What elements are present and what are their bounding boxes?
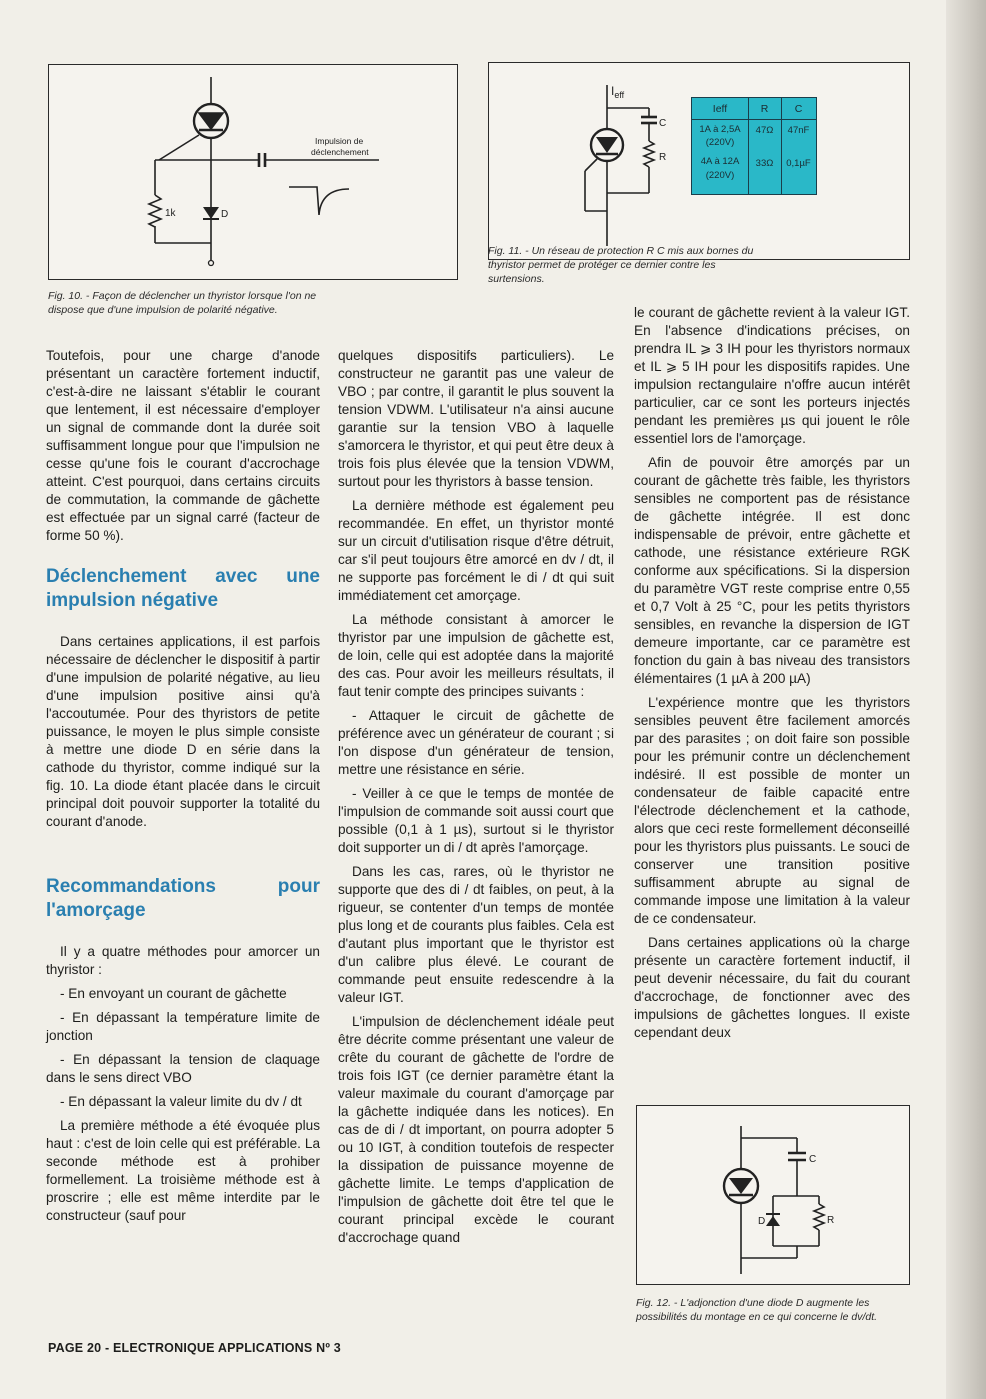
diode-D-symbol bbox=[203, 207, 219, 219]
table-header-c: C bbox=[794, 103, 803, 115]
figure-12-schematic bbox=[637, 1106, 909, 1284]
resistor-1k-label: 1k bbox=[165, 208, 176, 219]
figure-10-schematic bbox=[49, 65, 457, 279]
list-item: - Attaquer le circuit de gâchette de préférence avec un générateur de courant ; si l'on dispose d'un générateur de tension, mettre une résistance en série. bbox=[338, 708, 614, 777]
table-row2-c: 0,1µF bbox=[786, 158, 811, 169]
rc-values-table bbox=[691, 97, 817, 195]
figure-12 bbox=[636, 1105, 910, 1285]
paragraph: Dans les cas, rares, où le thyristor ne supporte que des di / dt faibles, on peut, à la rigueur, se contenter d'un temps de montée plus long et de courants plus faibles. Cela est d'autant plus important que le thyristor est d'un calibre plus élevé. Le courant de commande peut ensuite redescendre à la valeur IGT. bbox=[338, 864, 614, 1005]
table-row1-range: 1A à 2,5A bbox=[699, 124, 741, 135]
paragraph: La dernière méthode est également peu recommandée. En effet, un thyristor monté sur un circuit d'utilisation risque d'être détruit, car s'il peut toujours être amorcé en dv / dt, il ne supporte pas forcément le di / dt qui suit immédiatement cet amorçage. bbox=[338, 498, 614, 603]
page-edge bbox=[946, 0, 986, 1399]
paragraph: Il y a quatre méthodes pour amorcer un thyristor : bbox=[46, 944, 320, 977]
list-item: - En dépassant la température limite de jonction bbox=[46, 1010, 320, 1043]
paragraph: L'expérience montre que les thyristors sensibles peuvent être facilement amorcés par des parasites ; on doit faire son possible pour les prémunir contre un déclenchement indésiré. Il est possible de monter un condensateur de faible capacité entre l'électrode déclenchement et la cathode, alors que ceci reste formellement déconseillé pour les thyristors plus puissants. Le souci de conserver une transition positive suffisamment abrupte au signal de commande impose une limitation à la valeur de ce condensateur. bbox=[634, 695, 910, 926]
figure-10 bbox=[48, 64, 458, 280]
paragraph: Toutefois, pour une charge d'anode présentant un caractère fortement inductif, c'est-à-dire ne laissant s'établir le courant que lentement, il est nécessaire d'employer un signal de commande dont la durée soit suffisamment longue pour que l'impulsion ne cesse qu'une fois le courant d'accrochage atteint. C'est pourquoi, dans certains circuits de commutation, la commande de gâchette est effectuée par un signal carré (facteur de forme 50 %). bbox=[46, 348, 320, 543]
figure-10-caption: Fig. 10. - Façon de déclencher un thyristor lorsque l'on ne dispose que d'une impulsion de polarité négative. bbox=[48, 290, 317, 316]
table-row1-voltage: (220V) bbox=[705, 137, 735, 148]
list-item: - En envoyant un courant de gâchette bbox=[60, 986, 287, 1001]
column-2 bbox=[338, 347, 614, 1253]
list-item: - En dépassant la valeur limite du dv / dt bbox=[60, 1094, 302, 1109]
table-row2-range: 4A à 12A bbox=[700, 156, 740, 167]
paragraph: quelques dispositifs particuliers). Le constructeur ne garantit pas une valeur de VBO ; par contre, il garantit le plus souvent la tension VDWM. L'utilisateur n'a ainsi aucune garantie sur la tension VBO à laquelle s'amorcera le thyristor, et qui peut être deux à trois fois plus élevée que la tension VDWM, surtout pour les thyristors à basse tension. bbox=[338, 348, 614, 489]
resistor-R-label: R bbox=[659, 152, 667, 163]
table-row2-r: 33Ω bbox=[755, 158, 774, 169]
table-row1-c: 47nF bbox=[787, 125, 810, 136]
figure-11-caption: Fig. 11. - Un réseau de protection R C mis aux bornes du thyristor permet de protéger ce dernier contre les surtensions. bbox=[488, 245, 754, 285]
column-3 bbox=[634, 304, 910, 1048]
figure-12-caption: Fig. 12. - L'adjonction d'une diode D augmente les possibilités du montage en ce qui concerne le dv/dt. bbox=[636, 1297, 878, 1323]
resistor-R-label: R bbox=[827, 1215, 835, 1226]
capacitor-C-label: C bbox=[809, 1154, 817, 1165]
table-header-r: R bbox=[760, 103, 769, 115]
diode-D-label: D bbox=[221, 209, 229, 220]
paragraph: Dans certaines applications où la charge présente un caractère fortement inductif, il peut devenir nécessaire, du fait du courant d'accrochage, de fonctionner avec des impulsions de gâchettes longues. Il existe cependant deux bbox=[634, 935, 910, 1040]
section-heading: Déclenchement avec une impulsion négative bbox=[46, 566, 320, 611]
list-item: - En dépassant la tension de claquage dans le sens direct VBO bbox=[46, 1052, 320, 1085]
figure-11 bbox=[488, 62, 910, 260]
pulse-label-line2: déclenchement bbox=[311, 147, 369, 157]
paragraph: La première méthode a été évoquée plus haut : c'est de loin celle qui est préférable. La seconde méthode est à prohiber formellement. La troisième méthode est à proscrire ; elle est même interdite par le constructeur (sauf pour bbox=[46, 1118, 320, 1223]
pulse-label-line1: Impulsion de bbox=[315, 136, 364, 146]
paragraph: L'impulsion de déclenchement idéale peut être décrite comme présentant une valeur de crête du courant de gâchette de l'ordre de trois fois IGT (ce dernier paramètre étant la valeur maximale du courant d'amorçage par la gâchette indiquée dans les notices). En cas de di / dt important, on pourra adopter 5 ou 10 IGT, à condition toutefois de respecter la dissipation de puissance moyenne de gâchette limite. Le temps d'application de l'impulsion de gâchette doit être tel que le courant principal excède le courant d'accrochage quand bbox=[338, 1014, 614, 1245]
column-1 bbox=[46, 347, 320, 1231]
section-heading: Recommandations pour l'amorçage bbox=[46, 876, 320, 921]
paragraph: Afin de pouvoir être amorçés par un courant de gâchette très faible, les thyristors sensibles ne comportent pas de résistance de gâchette intégrée. Il est donc indispensable de prévoir, entre gâchette et cathode, une résistance extérieure RGK conforme aux spécifications. Si la dispersion du paramètre VGT reste comprise entre 0,55 et 0,7 Volt à 25 °C, pour les petits thyristors sensibles, en revanche la dispersion de IGT demeure importante, car ce paramètre est fonction du gain à bas niveau des transistors élémentaires (1 µA à 200 µA) bbox=[634, 455, 910, 686]
paragraph: Dans certaines applications, il est parfois nécessaire de déclencher le dispositif à partir d'une impulsion de polarité négative, au lieu d'une impulsion positive ainsi qu'à l'accoutumée. Pour des thyristors de petite puissance, le moyen le plus simple consiste à mettre une diode D en série dans la cathode du thyristor, comme indiqué sur la fig. 10. La diode étant placée dans le circuit principal doit pouvoir supporter la totalité du courant d'anode. bbox=[46, 634, 320, 829]
diode-D-symbol bbox=[766, 1216, 780, 1226]
paragraph: La méthode consistant à amorcer le thyristor par une impulsion de gâchette est, de loin, celle qui est adoptée dans la majorité des cas. Pour avoir les meilleurs résultats, il faut tenir compte des principes suivants : bbox=[338, 612, 614, 699]
table-header-ieff: Ieff bbox=[712, 103, 728, 115]
page-footer: PAGE 20 - ELECTRONIQUE APPLICATIONS Nº 3 bbox=[48, 1341, 341, 1355]
capacitor-C-label: C bbox=[659, 118, 667, 129]
list-item: - Veiller à ce que le temps de montée de l'impulsion de commande soit aussi court que possible (0,1 à 1 µs), surtout si le thyristor doit supporter un di / dt après l'amorçage. bbox=[338, 786, 614, 855]
paragraph: le courant de gâchette revient à la valeur IGT. En l'absence d'indications précises, on prendra IL ⩾ 3 IH pour les thyristors normaux et IL ⩾ 5 IH pour les dispositifs rapides. Une impulsion rectangulaire n'offre aucun intérêt particulier, car ce sont les porteurs injectés pendant les premières µs qui jouent le rôle essentiel lors de l'amorçage. bbox=[634, 305, 910, 446]
diode-D-label: D bbox=[758, 1216, 766, 1227]
table-row1-r: 47Ω bbox=[755, 125, 774, 136]
table-row2-voltage: (220V) bbox=[705, 170, 735, 181]
current-ieff-label: $I_{eff}$ bbox=[611, 84, 625, 100]
